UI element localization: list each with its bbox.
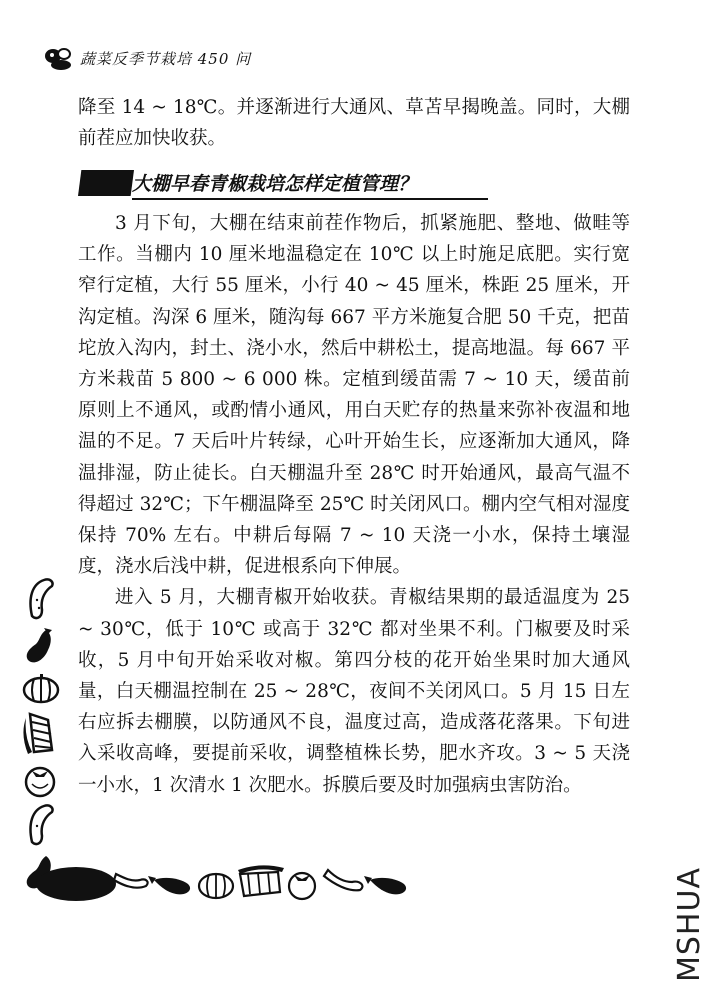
running-header-title: 蔬菜反季节栽培 450 问: [80, 50, 252, 68]
question-heading: [78, 166, 488, 200]
corn-icon: [238, 865, 284, 896]
continuation-text: 降至 14 ~ 18℃。并逐渐进行大通风、草苫早揭晚盖。同时，大棚前茬应加快收获。: [78, 97, 630, 150]
answer-body: [78, 208, 630, 801]
paragraph: 进入 5 月，大棚青椒开始收获。青椒结果期的最适温度为 25 ~ 30℃，低于 10℃ 或高于 32℃ 都对坐果不利。门椒要及时采收，5 月中旬开始采收对椒。第四分枝的花开始坐果时加大通风量，白天棚温控制在 25 ~ 28℃，夜间不关闭风口。5 月 15 日左右应拆去棚膜，以防通风不良，温度过高，造成落花落果。下旬进入采收高峰，要提前采收，调整植株长势，肥水齐攻。3 ~ 5 天浇一小水，1 次清水 1 次肥水。拆膜后要及时加强病虫害防治。: [78, 587, 630, 796]
pumpkin-icon: [199, 874, 233, 898]
eggplant-icon: [22, 626, 58, 666]
question-number-marker: [78, 170, 134, 196]
cucumber-icon: [324, 870, 362, 890]
bottom-decoration-row: [34, 858, 414, 908]
eggplant-icon: [364, 876, 406, 894]
tomato-icon: [289, 873, 315, 899]
leaf-blob-icon: [36, 867, 116, 901]
corn-icon: [22, 710, 60, 756]
tomato-icon: [22, 762, 58, 798]
side-decoration-column: [22, 578, 66, 898]
question-title: 大棚早春青椒栽培怎样定植管理？: [132, 173, 418, 195]
continuation-paragraph: [78, 92, 630, 154]
paragraph: 3 月下旬，大棚在结束前茬作物后，抓紧施肥、整地、做畦等工作。当棚内 10 厘米地温稳定在 10℃ 以上时施足底肥。实行宽窄行定植，大行 55 厘米，小行 40 ~ 45 厘米，株距 25 厘米，开沟定植。沟深 6 厘米，随沟每 667 平方米施复合肥 50 千克，把苗坨放入沟内，封土、浇小水，然后中耕松土，提高地温。每 667 平方米栽苗 5 800 ~ 6 000 株。定植到缓苗需 7 ~ 10 天，缓苗前原则上不通风，或酌情小通风，用白天贮存的热量来弥补夜温和地温的不足。7 天后叶片转绿，心叶开始生长，应逐渐加大通风，降温排湿，防止徒长。白天棚温升至 28℃ 时开始通风，最高气温不得超过 32℃；下午棚温降至 25℃ 时关闭风口。棚内空气相对湿度保持 70% 左右。中耕后每隔 7 ~ 10 天浇一小水，保持土壤湿度，浇水后浅中耕，促进根系向下伸展。: [78, 213, 630, 578]
pumpkin-icon: [22, 672, 60, 704]
vegetable-cluster-icon: [44, 46, 74, 72]
cucumber-icon: [114, 874, 148, 888]
cucumber-icon: [22, 804, 58, 846]
eggplant-icon: [148, 876, 190, 894]
watermark: MSHUA: [672, 867, 707, 982]
heading-underline: [132, 198, 488, 200]
cucumber-icon: [22, 578, 58, 620]
